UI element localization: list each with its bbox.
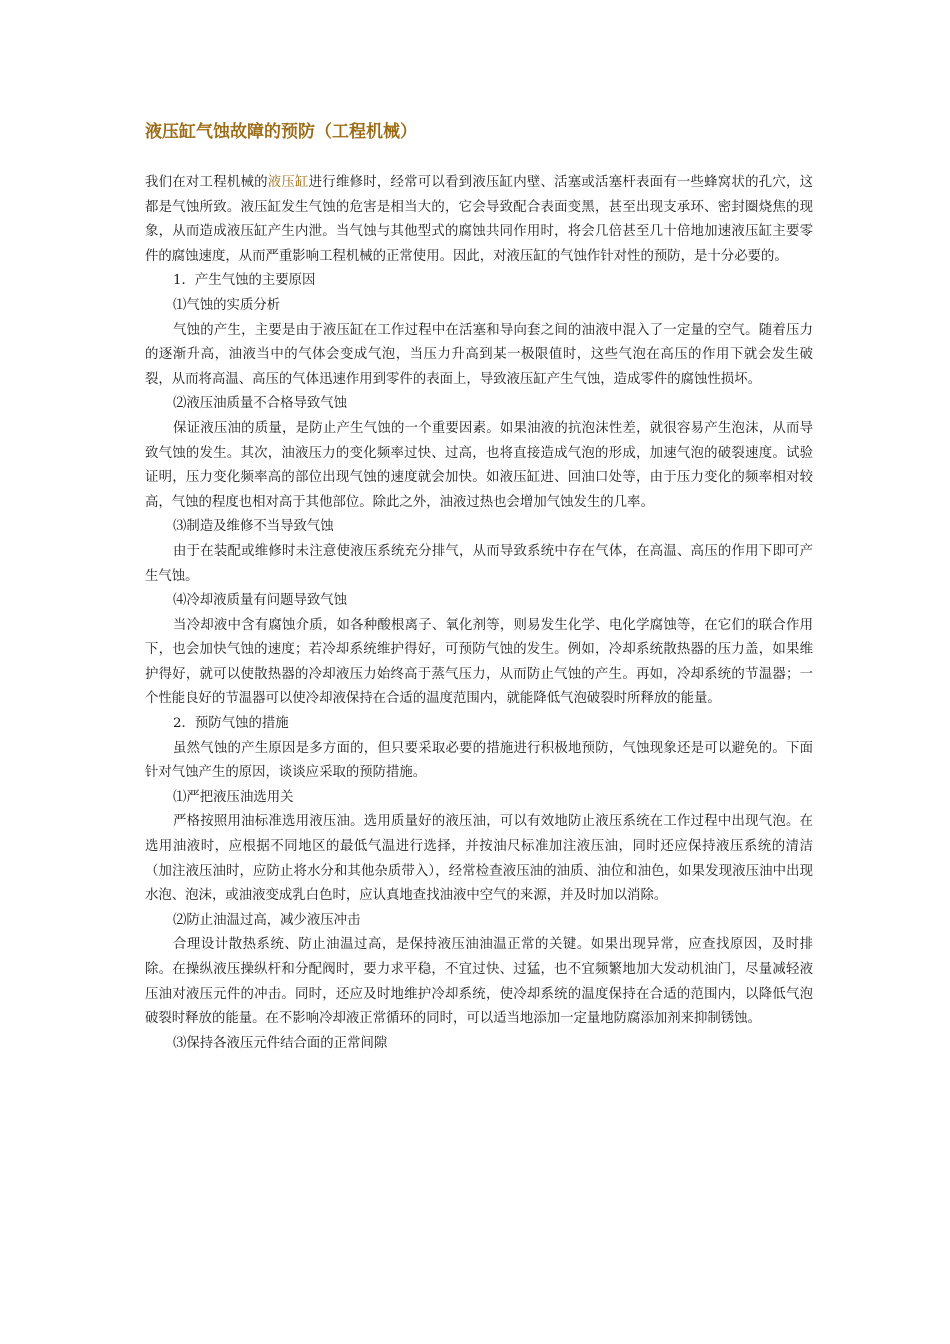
subsection-heading: ⑷冷却液质量有问题导致气蚀 (173, 593, 348, 609)
document-title: 液压缸气蚀故障的预防（工程机械） (145, 122, 417, 142)
body-paragraph: 当冷却液中含有腐蚀介质，如各种酸根离子、氧化剂等，则易发生化学、电化学腐蚀等，在它们的联合作用下，也会加快气蚀的速度；若冷却系统维护得好，可预防气蚀的发生。例如，冷却系统散热器的压力盖，如果维护得好，就可以使散热器的冷却液压力始终高于蒸气压力，从而防止气蚀的产生。再如，冷却系统的节温器；一个性能良好的节温器可以使冷却液保持在合适的温度范围内，就能降低气泡破裂时所释放的能量。 (145, 617, 813, 707)
subsection-heading: ⑶保持各液压元件结合面的正常间隙 (173, 1035, 388, 1051)
subsection-heading: ⑵防止油温过高，减少液压冲击 (173, 912, 361, 928)
body-paragraph: 合理设计散热系统、防止油温过高，是保持液压油油温正常的关键。如果出现异常，应查找原因，及时排除。在操纵液压操纵杆和分配阀时，要力求平稳，不宜过快、过猛，也不宜频繁地加大发动机油门，尽量减轻液压油对液压元件的冲击。同时，还应及时地维护冷却系统，使冷却系统的温度保持在合适的范围内，以降低气泡破裂时释放的能量。在不影响冷却液正常循环的同时，可以适当地添加一定量地防腐添加剂来抑制锈蚀。 (145, 937, 813, 1027)
intro-text-after: 进行维修时，经常可以看到液压缸内壁、活塞或活塞杆表面有一些蜂窝状的孔穴，这都是气蚀所致。液压缸发生气蚀的危害是相当大的，它会导致配合表面变黑，甚至出现支承环、密封圈烧焦的现象，从而造成液压缸产生内泄。当气蚀与其他型式的腐蚀共同作用时，将会几倍甚至几十倍地加速液压缸主要零件的腐蚀速度，从而严重影响工程机械的正常使用。因此，对液压缸的气蚀作针对性的预防，是十分必要的。 (145, 175, 814, 264)
section-heading-causes: 1．产生气蚀的主要原因 (173, 273, 316, 289)
body-paragraph: 由于在装配或维修时未注意使液压系统充分排气，从而导致系统中存在气体，在高温、高压的作用下即可产生气蚀。 (145, 543, 813, 584)
section-heading-prevention: 2．预防气蚀的措施 (173, 716, 289, 732)
subsection-heading: ⑵液压油质量不合格导致气蚀 (173, 396, 348, 412)
subsection-heading: ⑴气蚀的实质分析 (173, 297, 281, 313)
body-paragraph: 严格按照用油标准选用液压油。选用质量好的液压油，可以有效地防止液压系统在工作过程中出现气泡。在选用油液时，应根据不同地区的最低气温进行选择，并按油尺标准加注液压油，同时还应保持液压系统的清洁（加注液压油时，应防止将水分和其他杂质带入），经常检查液压油的油质、油位和油色，如果发现液压油中出现水泡、泡沫，或油液变成乳白色时，应认真地查找油液中空气的来源，并及时加以消除。 (145, 814, 813, 904)
document-page (145, 118, 813, 1056)
intro-text-before: 我们在对工程机械的 (145, 175, 268, 190)
body-paragraph: 气蚀的产生，主要是由于液压缸在工作过程中在活塞和导向套之间的油液中混入了一定量的空气。随着压力的逐渐升高，油液当中的气体会变成气泡，当压力升高到某一极限值时，这些气泡在高压的作用下就会发生破裂，从而将高温、高压的气体迅速作用到零件的表面上，导致液压缸产生气蚀，造成零件的腐蚀性损坏。 (145, 322, 813, 387)
subsection-heading: ⑴严把液压油选用关 (173, 789, 294, 805)
subsection-heading: ⑶制造及维修不当导致气蚀 (173, 519, 334, 535)
body-paragraph: 虽然气蚀的产生原因是多方面的，但只要采取必要的措施进行积极地预防，气蚀现象还是可以避免的。下面针对气蚀产生的原因，谈谈应采取的预防措施。 (145, 740, 813, 781)
body-paragraph: 保证液压油的质量，是防止产生气蚀的一个重要因素。如果油液的抗泡沫性差，就很容易产生泡沫，从而导致气蚀的发生。其次，油液压力的变化频率过快、过高，也将直接造成气泡的形成，加速气泡的破裂速度。试验证明，压力变化频率高的部位出现气蚀的速度就会加快。如液压缸进、回油口处等，由于压力变化的频率相对较高，气蚀的程度也相对高于其他部位。除此之外，油液过热也会增加气蚀发生的几率。 (145, 420, 813, 510)
intro-paragraph (145, 171, 813, 269)
hydraulic-cylinder-link[interactable]: 液压缸 (267, 175, 309, 190)
